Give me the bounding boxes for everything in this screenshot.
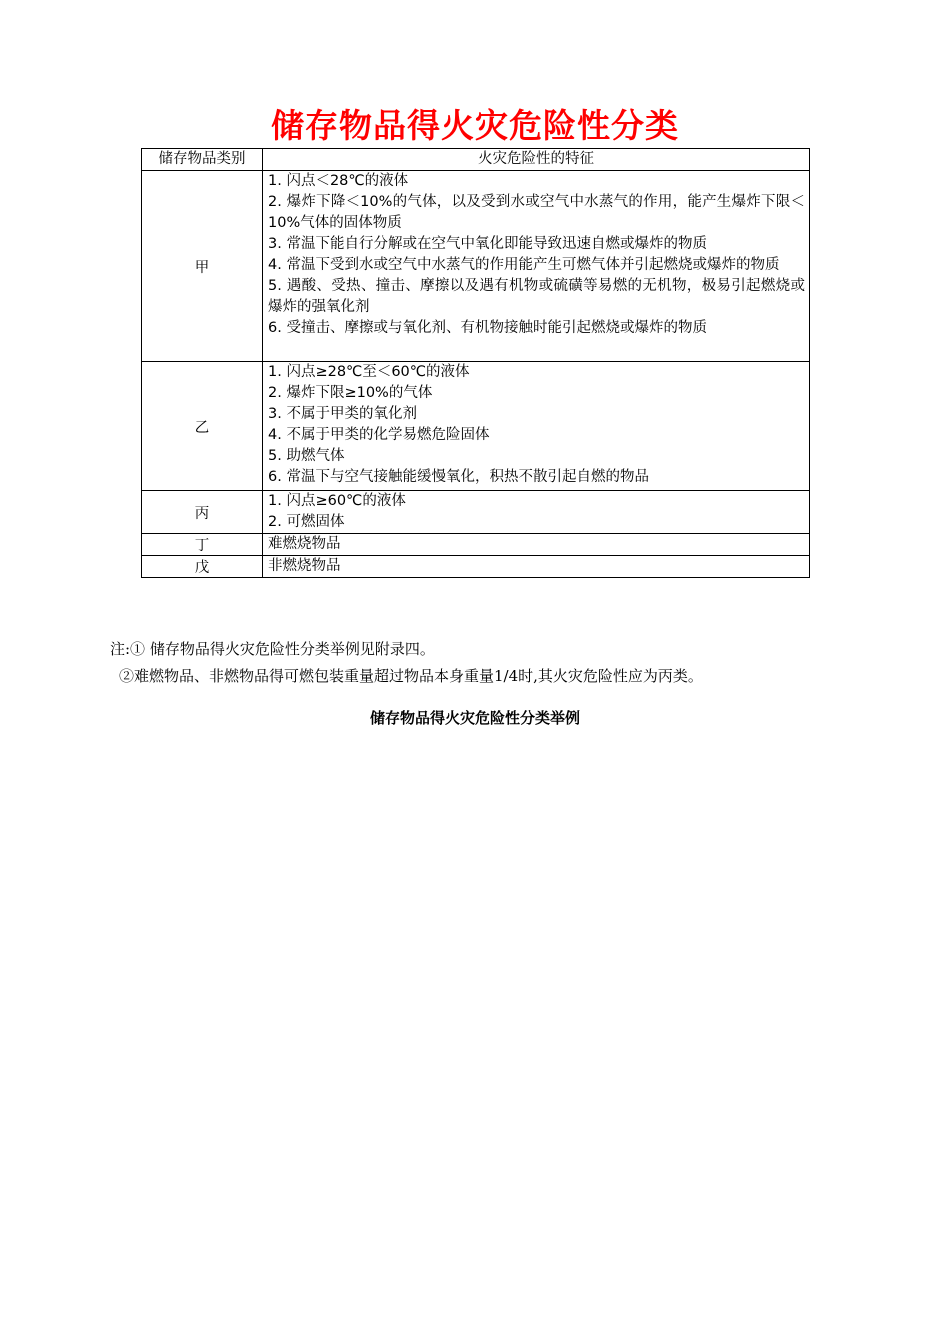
note-line-2: ②难燃物品、非燃物品得可燃包装重量超过物品本身重量1/4时,其火灾危险性应为丙类。 xyxy=(119,667,703,685)
section-subtitle: 储存物品得火灾危险性分类举例 xyxy=(369,709,580,727)
category-cell: 乙 xyxy=(142,362,263,491)
note-line-1: 注:① 储存物品得火灾危险性分类举例见附录四。 xyxy=(110,640,435,658)
fire-hazard-classification-table xyxy=(141,148,810,578)
feature-item: 非燃烧物品 xyxy=(268,558,341,574)
feature-item: 5. 助燃气体 xyxy=(268,448,345,464)
category-cell: 丁 xyxy=(142,534,263,556)
features-cell xyxy=(263,362,810,491)
feature-item: 2. 可燃固体 xyxy=(268,514,345,530)
feature-item: 4. 常温下受到水或空气中水蒸气的作用能产生可燃气体并引起燃烧或爆炸的物质 xyxy=(268,257,780,273)
category-cell: 戊 xyxy=(142,556,263,578)
table-row xyxy=(142,534,810,556)
feature-item: 2. 爆炸下降＜10%的气体，以及受到水或空气中水蒸气的作用，能产生爆炸下限＜10%气体的固体物质 xyxy=(268,194,805,231)
table-row xyxy=(142,362,810,491)
table-row xyxy=(142,491,810,534)
feature-item: 1. 闪点≥60℃的液体 xyxy=(268,493,406,509)
table-row xyxy=(142,171,810,362)
feature-item: 6. 常温下与空气接触能缓慢氧化，积热不散引起自燃的物品 xyxy=(268,469,649,485)
feature-item: 3. 不属于甲类的氧化剂 xyxy=(268,406,417,422)
feature-item: 1. 闪点≥28℃至＜60℃的液体 xyxy=(268,364,470,380)
features-cell xyxy=(263,491,810,534)
feature-item: 3. 常温下能自行分解或在空气中氧化即能导致迅速自燃或爆炸的物质 xyxy=(268,236,707,252)
features-cell xyxy=(263,556,810,578)
category-cell: 甲 xyxy=(142,171,263,362)
feature-item: 6. 受撞击、摩擦或与氧化剂、有机物接触时能引起燃烧或爆炸的物质 xyxy=(268,320,707,336)
category-cell: 丙 xyxy=(142,491,263,534)
table-row xyxy=(142,556,810,578)
features-cell xyxy=(263,171,810,362)
feature-item: 1. 闪点＜28℃的液体 xyxy=(268,173,409,189)
header-category: 储存物品类别 xyxy=(142,149,263,171)
feature-item: 难燃烧物品 xyxy=(268,536,341,552)
features-cell xyxy=(263,534,810,556)
table-header-row xyxy=(142,149,810,171)
page-title: 储存物品得火灾危险性分类 xyxy=(271,106,679,145)
feature-item: 2. 爆炸下限≥10%的气体 xyxy=(268,385,433,401)
header-features: 火灾危险性的特征 xyxy=(263,149,810,171)
feature-item: 4. 不属于甲类的化学易燃危险固体 xyxy=(268,427,490,443)
feature-item: 5. 遇酸、受热、撞击、摩擦以及遇有机物或硫磺等易燃的无机物，极易引起燃烧或爆炸的强氧化剂 xyxy=(268,278,805,315)
